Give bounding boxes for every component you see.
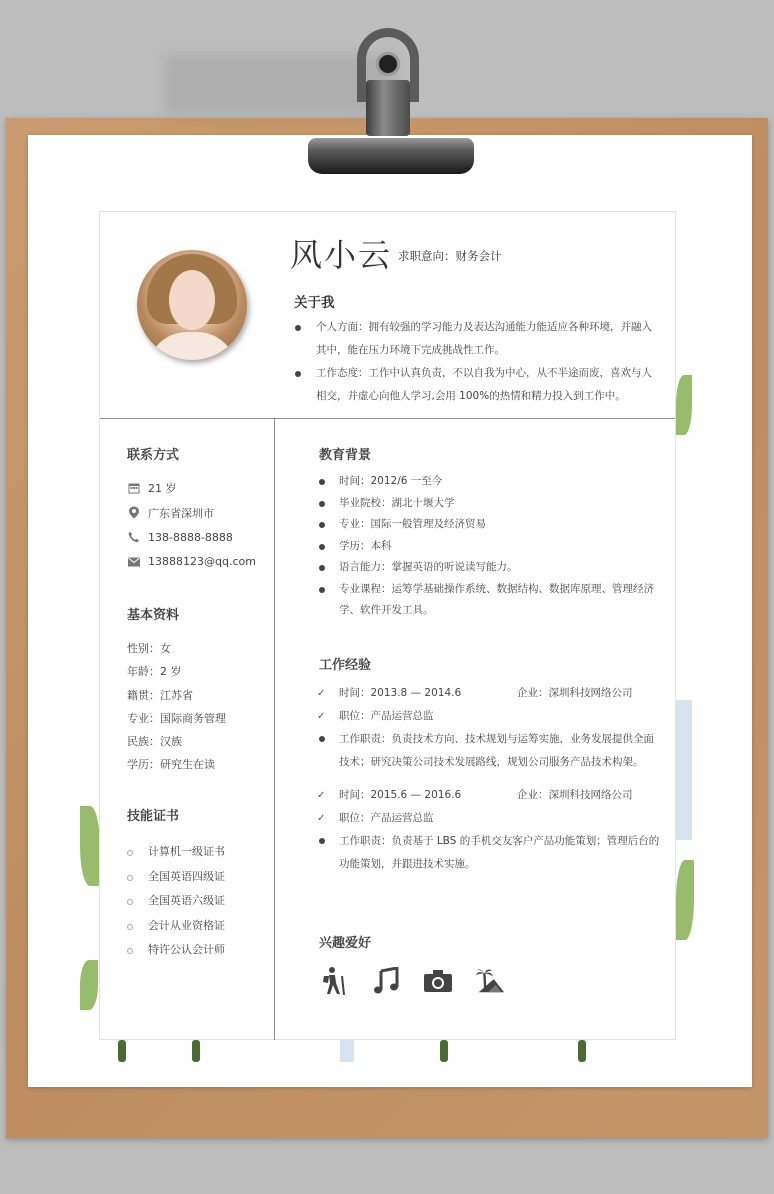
contact-item: [127, 525, 256, 550]
education-item: 时间：2012/6 一至今: [317, 471, 657, 493]
about-item: 个人方面：拥有较强的学习能力及表达沟通能力能适应各种环境，并融入其中，能在压力环境下完成挑战性工作。: [292, 316, 657, 362]
contact-phone: 138-8888-8888: [148, 530, 233, 544]
job-position: ✓ 职位：产品运营总监: [317, 705, 662, 728]
contact-location: 广东省深圳市: [148, 506, 214, 520]
about-title: 关于我: [294, 295, 335, 311]
education-item: 专业课程：运筹学基础操作系统、数据结构、数据库原理、管理经济学、软件开发工具。: [317, 579, 657, 622]
calendar-icon: [127, 482, 140, 495]
skill-item: 计算机一级证书: [127, 840, 225, 865]
music-icon: [371, 966, 401, 996]
contact-age: 21 岁: [148, 482, 177, 496]
column-divider: [274, 418, 275, 1040]
leaf-decoration: [676, 860, 694, 940]
job-position: ✓ 职位：产品运营总监: [317, 807, 662, 830]
job-time: 时间：2013.8 — 2014.6: [339, 687, 462, 699]
plant-stem: [192, 1040, 200, 1062]
location-icon: [127, 506, 140, 519]
leaf-decoration: [676, 375, 692, 435]
basic-item: 年龄：2 岁: [127, 665, 182, 679]
job-intent: 求职意向：财务会计: [398, 249, 502, 263]
education-item: 学历：本科: [317, 536, 657, 558]
phone-icon: [127, 531, 140, 544]
leaf-decoration: [80, 806, 100, 886]
plant-stem: [578, 1040, 586, 1062]
job-company: 企业：深圳科技网络公司: [517, 789, 633, 801]
education-title: 教育背景: [319, 448, 372, 463]
basic-item: 学历：研究生在读: [127, 758, 215, 772]
plant-stem: [118, 1040, 126, 1062]
job-spacer: [317, 774, 662, 784]
job-company: 企业：深圳科技网络公司: [517, 687, 633, 699]
work-time: [317, 682, 662, 705]
basic-item: 专业：国际商务管理: [127, 711, 226, 725]
contact-email: 13888123@qq.com: [148, 555, 256, 569]
contact-list: [127, 476, 256, 574]
skill-item: 全国英语四级证: [127, 865, 225, 890]
camera-icon: [423, 966, 453, 996]
work-list: [317, 682, 662, 876]
clip-neck: [366, 80, 410, 136]
education-item: 语言能力：掌握英语的听说读写能力。: [317, 557, 657, 579]
resume-header: [100, 212, 675, 419]
binder-clip: [308, 138, 474, 174]
work-time: [317, 784, 662, 807]
skill-item: 会计从业资格证: [127, 914, 225, 939]
candidate-name: 风小云: [290, 236, 393, 274]
contact-item: [127, 550, 256, 575]
mail-icon: [127, 555, 140, 568]
hiking-icon: [319, 966, 349, 996]
skill-item: 特许公认会计师: [127, 938, 225, 963]
job-duty: 工作职责：负责基于 LBS 的手机交友客户产品功能策划；管理后台的功能策划，并跟进技术实施。: [317, 830, 662, 876]
hobbies-title: 兴趣爱好: [319, 936, 372, 951]
about-list: [292, 316, 657, 408]
resume: [99, 211, 676, 1040]
beach-icon: [475, 966, 505, 996]
basic-title: 基本资料: [127, 608, 180, 623]
work-title: 工作经验: [319, 658, 372, 673]
education-item: 专业：国际一般管理及经济贸易: [317, 514, 657, 536]
job-time: 时间：2015.6 — 2016.6: [339, 789, 462, 801]
hobbies-icons: [319, 966, 505, 996]
education-list: [317, 471, 657, 622]
basic-list: [127, 637, 226, 777]
contact-item: [127, 501, 256, 526]
basic-item: 性别：女: [127, 642, 171, 655]
skills-list: [127, 840, 225, 963]
clip-hole: [376, 52, 400, 76]
about-item: 工作态度：工作中认真负责，不以自我为中心，从不半途而废，喜欢与人相交，并虚心向他人学习,会用 100%的热情和精力投入到工作中。: [292, 362, 657, 408]
basic-item: 民族：汉族: [127, 735, 182, 749]
basic-item: 籍贯：江苏省: [127, 688, 193, 702]
contact-title: 联系方式: [127, 448, 180, 463]
job-duty: 工作职责：负责技术方向、技术规划与运筹实施，业务发展提供全面技术；研究决策公司技术发展路线，规划公司服务产品技术构架。: [317, 728, 662, 774]
skill-item: 全国英语六级证: [127, 889, 225, 914]
sky-decoration: [676, 700, 692, 840]
leaf-decoration: [80, 960, 98, 1010]
plant-stem: [440, 1040, 448, 1062]
skills-title: 技能证书: [127, 809, 180, 824]
contact-item: [127, 476, 256, 501]
avatar: [137, 250, 247, 360]
sky-decoration: [340, 1040, 354, 1062]
education-item: 毕业院校：湖北十堰大学: [317, 493, 657, 515]
